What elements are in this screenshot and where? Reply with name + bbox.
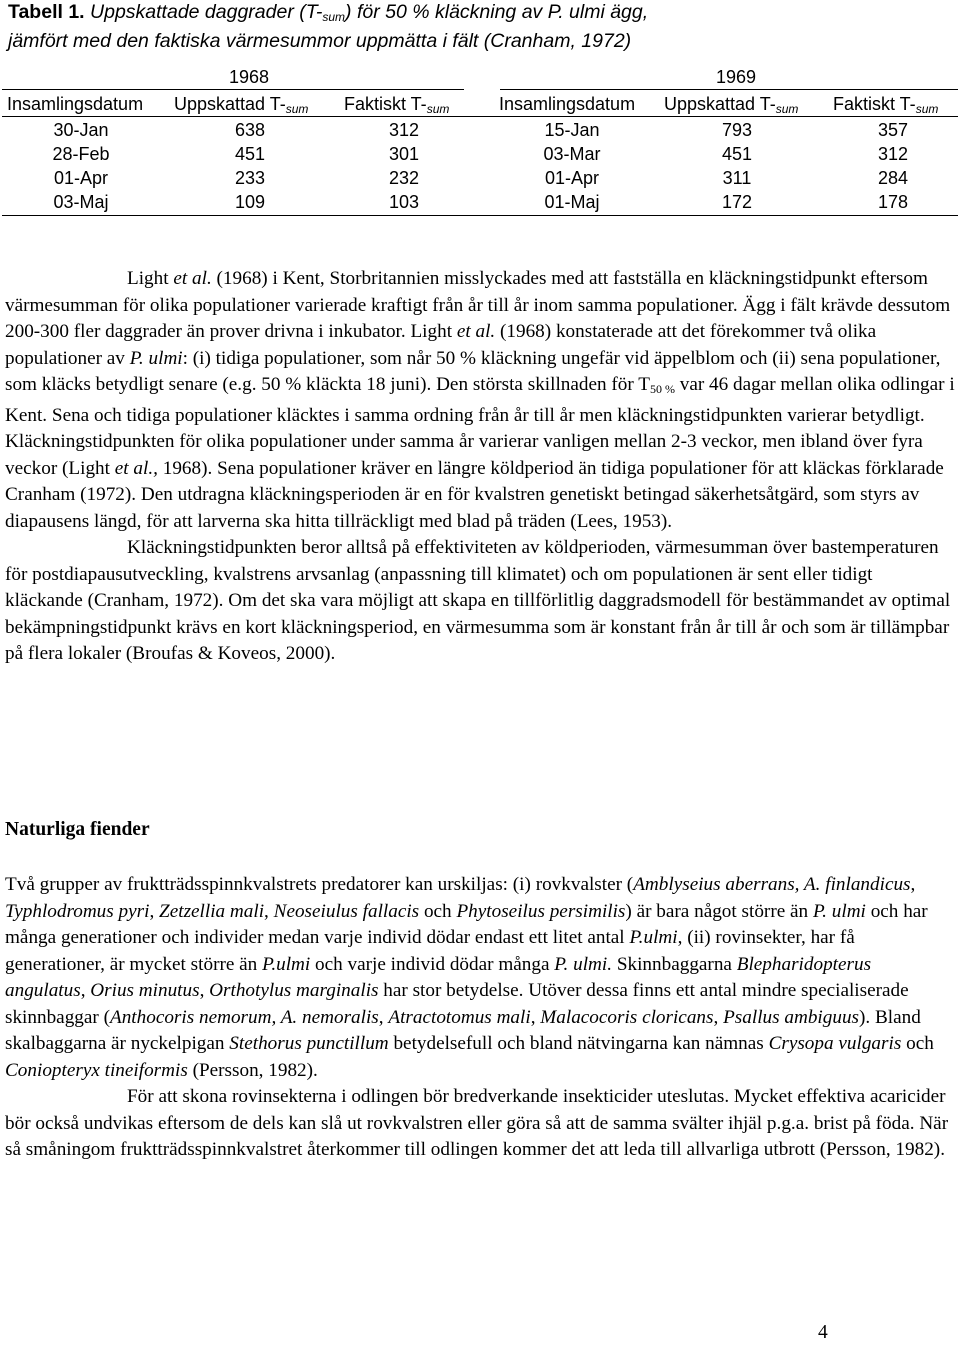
table-bottom-rule [2,215,958,216]
header-date-1969: Insamlingsdatum [499,94,636,114]
cell-actual: 232 [388,168,420,188]
paragraph-1: Light et al. (1968) i Kent, Storbritannien misslyckades med att fastställa en kläckningstidpunkt eftersom värmesumman för olika populationer varierade kraftigt från år till år inom samma populationer. Ägg i fält krävde dessutom 200-300 fler daggrader än prover drivna i inkubator. Light et al. (1968) konstaterade att det förekommer två olika populationer av P. ulmi: (i) tidiga populationer, som når 50 % kläckning ungefär vid äppelblom och (ii) sena populationer, som kläcks betydligt senare (e.g. 50 % kläckta 18 juni). Den största skillnaden för T50 % var 46 dagar mellan olika odlingar i Kent. Sena och tidiga populationer kläcktes i samma ordning från år till år men kläckningstidpunkten varierar betydligt. Kläckningstidpunkten för olika populationer under samma år varierar vanligen mellan 2-3 veckor, men ibland över fyra veckor (Light et al., 1968). Sena populationer kräver en längre köldperiod än tidiga populationer för att kläckas förklarade Cranham (1972). Den utdragna kläckningsperioden är en för kvalstren genetiskt betingad säkerhetsåtgärd, som styrs av diapausens längd, för att larverna ska hitta tillräckligt med blad på träden (Lees, 1953). [5,268,955,532]
cell-actual: 103 [388,192,420,212]
cell-est: 451 [234,144,266,164]
cell-actual: 357 [877,120,909,140]
cell-est: 109 [234,192,266,212]
header-date-1968: Insamlingsdatum [7,94,144,114]
cell-actual: 284 [877,168,909,188]
cell-actual: 178 [877,192,909,212]
cell-date: 15-Jan [544,120,600,140]
cell-date: 01-Apr [544,168,600,188]
cell-actual: 312 [388,120,420,140]
body-section-hatching [5,266,955,668]
year-1968: 1968 [228,67,270,87]
cell-est: 638 [234,120,266,140]
cell-est: 451 [721,144,753,164]
body-section-predators [5,872,955,1164]
cell-date: 01-Maj [544,192,600,212]
year-1969: 1969 [715,67,757,87]
cell-date: 30-Jan [53,120,109,140]
paragraph-3: Två grupper av fruktträdsspinnkvalstrets predatorer kan urskiljas: (i) rovkvalster (Amblyseius aberrans, A. finlandicus, Typhlodromus pyri, Zetzellia mali, Neoseiulus fallacis och Phytoseilus persimilis) är bara något större än P. ulmi och har många generationer och individer medan varje individ dödar endast ett litet antal P.ulmi, (ii) rovinsekter, har få generationer, är mycket större än P.ulmi och varje individ dödar många P. ulmi. Skinnbaggarna Blepharidopterus angulatus, Orius minutus, Orthotylus marginalis har stor betydelse. Utöver dessa finns ett antal mindre specialiserade skinnbaggar (Anthocoris nemorum, A. nemoralis, Atractotomus mali, Malacocoris cloricans, Psallus ambiguus). Bland skalbaggarna är nyckelpigan Stethorus punctillum betydelsefull och bland nätvingarna kan nämnas Crysopa vulgaris och Coniopteryx tineiformis (Persson, 1982). [5,874,934,1081]
caption-line2: jämfört med den faktiska värmesummor uppmätta i fält (Cranham, 1972) [8,30,632,52]
header-actual-1968: Faktiskt $T-_{sum}$ [344,94,450,116]
cell-est: 172 [721,192,753,212]
paragraph-4: För att skona rovinsekterna i odlingen bör bredverkande insekticider uteslutas. Mycket effektiva acaricider bör också undvikas eftersom de dels kan slå ut rovkvalstren eller göra så att de samma svälter ihjäl p.g.a. brist på föda. När så småningom fruktträdsspinnkvalstret återkommer till odlingen kommer det att leda till allvarliga utbrott (Persson, 1982). [5,1086,949,1160]
header-est-1969: Uppskattad $T-_{sum}$ [664,94,799,116]
cell-est: 793 [721,120,753,140]
cell-date: 28-Feb [52,144,110,164]
caption-text: Uppskattade daggrader $(T-_{sum})$ för 50 % kläckning av P. ulmi ägg, [90,1,649,24]
year-divider-1969 [500,89,958,90]
cell-actual: 312 [877,144,909,164]
caption-label: Tabell 1. [8,1,85,23]
page-number: 4 [818,1322,828,1343]
cell-actual: 301 [388,144,420,164]
cell-est: 311 [722,168,752,188]
header-rule [2,116,958,117]
paragraph-2: Kläckningstidpunkten beror alltså på effektiviteten av köldperioden, värmesumman över bastemperaturen för postdiapausutveckling, kvalstrens arvsanlag (anpassning till klimatet) och om populationen är sent eller tidigt kläckande (Cranham, 1972). Om det ska vara möjligt att skapa en tillförlitlig daggradsmodell för bestämmandet av optimal bekämpningstidpunkt krävs en kort kläckningsperiod, en värmesumma som är konstant från år till år och som är tillämpbar på flera lokaler (Broufas & Koveos, 2000). [5,537,951,664]
cell-est: 233 [234,168,266,188]
cell-date: 03-Maj [53,192,109,212]
year-divider-1968 [2,89,464,90]
table-caption [8,0,948,53]
header-est-1968: Uppskattad $T-_{sum}$ [174,94,309,116]
cell-date: 03-Mar [543,144,601,164]
header-actual-1969: Faktiskt $T-_{sum}$ [833,94,939,116]
section-heading: Naturliga fiender [5,819,150,840]
cell-date: 01-Apr [53,168,109,188]
